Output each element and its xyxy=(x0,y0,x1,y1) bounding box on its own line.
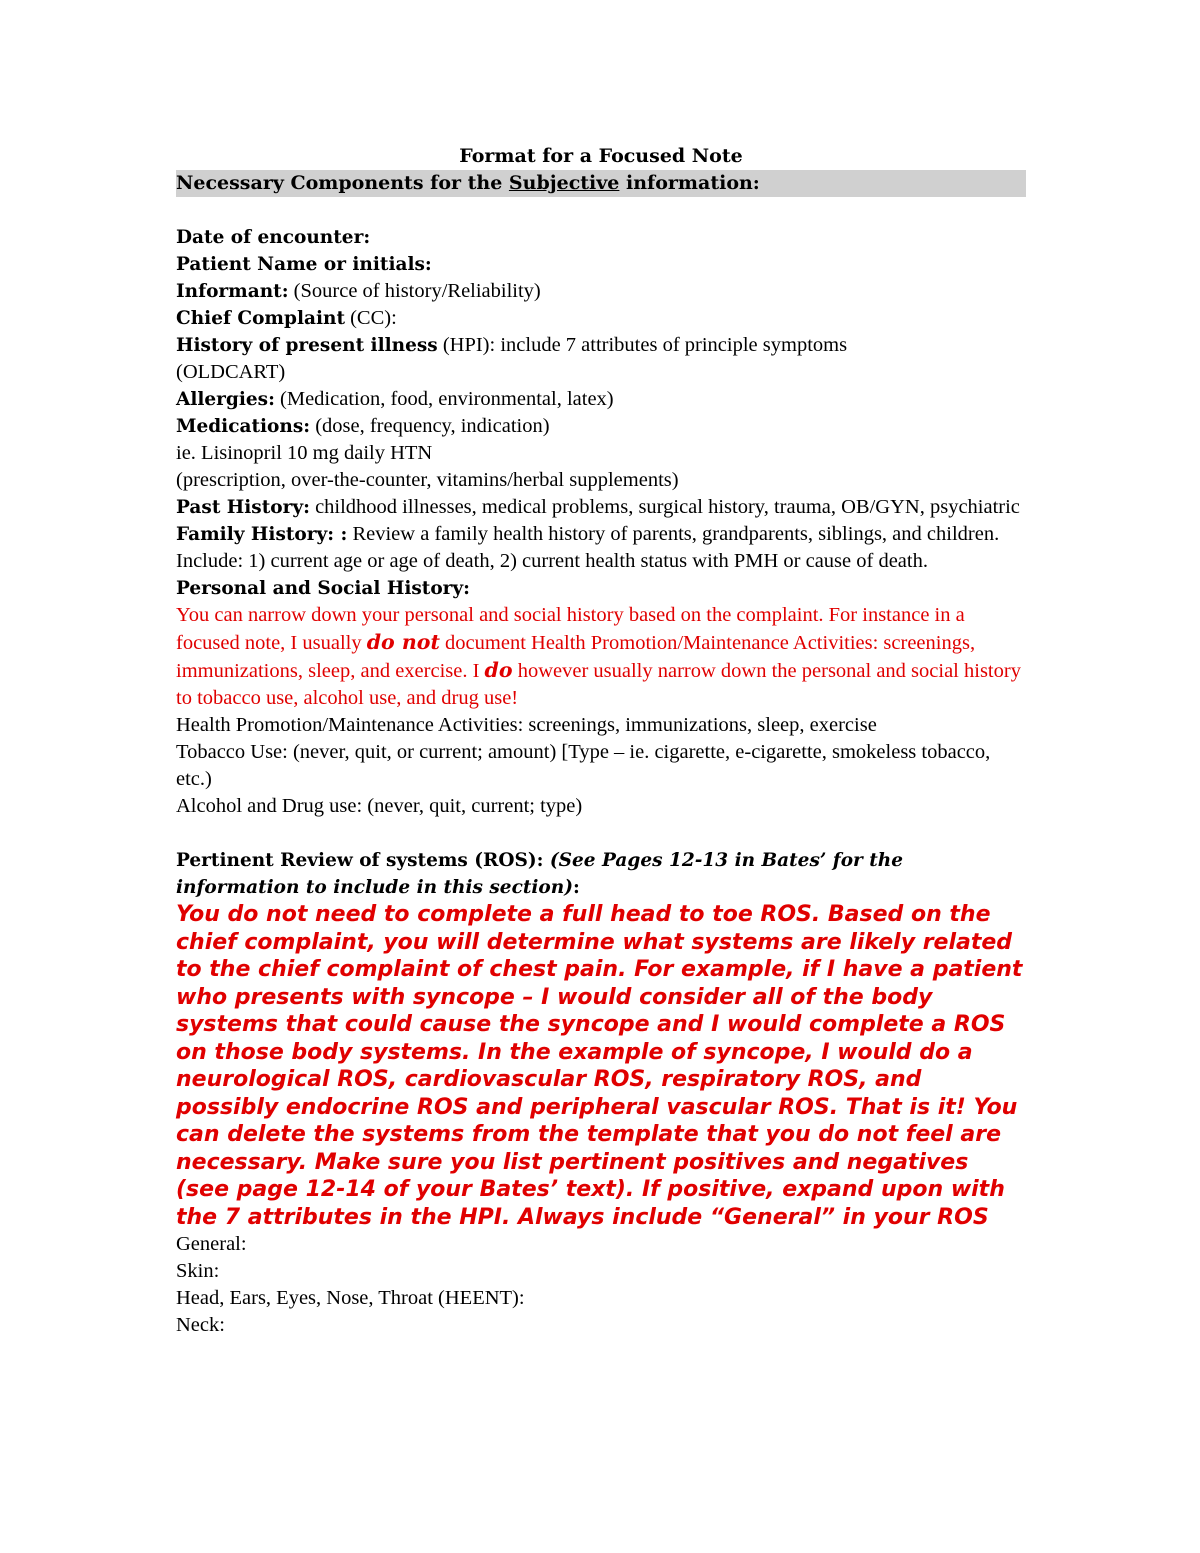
section-heading-prefix: Necessary Components for the xyxy=(176,172,509,194)
section-heading-underlined: Subjective xyxy=(508,172,620,194)
social-note-part1: You can narrow down your personal and social history based on the complaint. For instance in a focused note, I usually xyxy=(176,604,965,654)
section-heading xyxy=(176,170,1026,197)
social-item-alcohol-drug: Alcohol and Drug use: (never, quit, current; type) xyxy=(176,795,583,817)
hpi-text: (HPI): include 7 attributes of principle symptoms xyxy=(437,334,848,356)
social-history-field xyxy=(176,575,1026,602)
patient-label: Patient Name or initials: xyxy=(176,254,432,275)
section-heading-suffix: information: xyxy=(619,172,760,194)
date-field xyxy=(176,224,1026,251)
family-history-field xyxy=(176,521,1026,575)
social-note-emph2: do xyxy=(484,658,513,682)
family-history-label: Family History: : xyxy=(176,524,348,545)
social-item-health-promotion: Health Promotion/Maintenance Activities: screenings, immunizations, sleep, exercise xyxy=(176,714,877,736)
social-item-tobacco: Tobacco Use: (never, quit, or current; amount) [Type – ie. cigarette, e-cigarette, smokeless tobacco, etc.) xyxy=(176,741,991,790)
allergies-field xyxy=(176,386,1026,413)
cc-label: Chief Complaint xyxy=(176,308,345,329)
hpi-text-2: (OLDCART) xyxy=(176,361,286,383)
social-note-emph1: do not xyxy=(366,630,440,654)
family-history-text: Review a family health history of parents, grandparents, siblings, and children. Include: 1) current age or age of death, 2) current health status with PMH or cause of death. xyxy=(176,523,1000,572)
document-title: Format for a Focused Note xyxy=(459,145,743,167)
past-history-label: Past History: xyxy=(176,497,310,518)
hpi-label: History of present illness xyxy=(176,335,438,356)
meds-types: (prescription, over-the-counter, vitamins/herbal supplements) xyxy=(176,469,679,491)
social-note-part2: document Health Promotion/Maintenance Activities: screenings, immunizations, sleep, and exercise. I xyxy=(176,632,976,682)
ros-label-end: : xyxy=(572,877,580,898)
meds-field xyxy=(176,413,1026,440)
social-history-note xyxy=(176,602,1026,712)
past-history-field xyxy=(176,494,1026,521)
social-note-part3: however usually narrow down the personal and social history to tobacco use, alcohol use, and drug use! xyxy=(176,660,1021,709)
cc-text: (CC): xyxy=(344,307,397,329)
informant-text: (Source of history/Reliability) xyxy=(288,280,541,302)
document-page xyxy=(176,142,1026,1339)
ros-heading xyxy=(176,847,1026,901)
date-label: Date of encounter: xyxy=(176,227,371,248)
ros-item-skin: Skin: xyxy=(176,1260,220,1282)
allergies-label: Allergies: xyxy=(176,389,275,410)
meds-example: ie. Lisinopril 10 mg daily HTN xyxy=(176,442,433,464)
blank-line xyxy=(176,197,1026,224)
ros-item-general: General: xyxy=(176,1233,247,1255)
informant-label: Informant: xyxy=(176,281,289,302)
past-history-text: childhood illnesses, medical problems, surgical history, trauma, OB/GYN, psychiatric xyxy=(309,496,1020,518)
social-history-label: Personal and Social History: xyxy=(176,578,470,599)
blank-line xyxy=(176,820,1026,847)
allergies-text: (Medication, food, environmental, latex) xyxy=(274,388,614,410)
cc-field xyxy=(176,305,1026,332)
informant-field xyxy=(176,278,1026,305)
ros-note: You do not need to complete a full head to toe ROS. Based on the chief complaint, you will determine what systems are likely related to the chief complaint of chest pain. For example, if I have a patient who presents with syncope – I would consider all of the body systems that could cause the syncope and I would complete a ROS on those body systems. In the example of syncope, I would do a neurological ROS, cardiovascular ROS, respiratory ROS, and possibly endocrine ROS and peripheral vascular ROS. That is it! You can delete the systems from the template that you do not feel are necessary. Make sure you list pertinent positives and negatives (see page 12-14 of your Bates’ text). If positive, expand upon with the 7 attributes in the HPI. Always include “General” in your ROS xyxy=(176,902,1023,1230)
ros-item-neck: Neck: xyxy=(176,1314,225,1336)
meds-text: (dose, frequency, indication) xyxy=(310,415,550,437)
hpi-field xyxy=(176,332,1026,359)
meds-label: Medications: xyxy=(176,416,311,437)
ros-label: Pertinent Review of systems (ROS): xyxy=(176,850,544,871)
patient-field xyxy=(176,251,1026,278)
ros-item-heent: Head, Ears, Eyes, Nose, Throat (HEENT): xyxy=(176,1287,525,1309)
ros-label-note: (See Pages 12-13 in Bates’ for the information to include in this section) xyxy=(176,850,903,898)
